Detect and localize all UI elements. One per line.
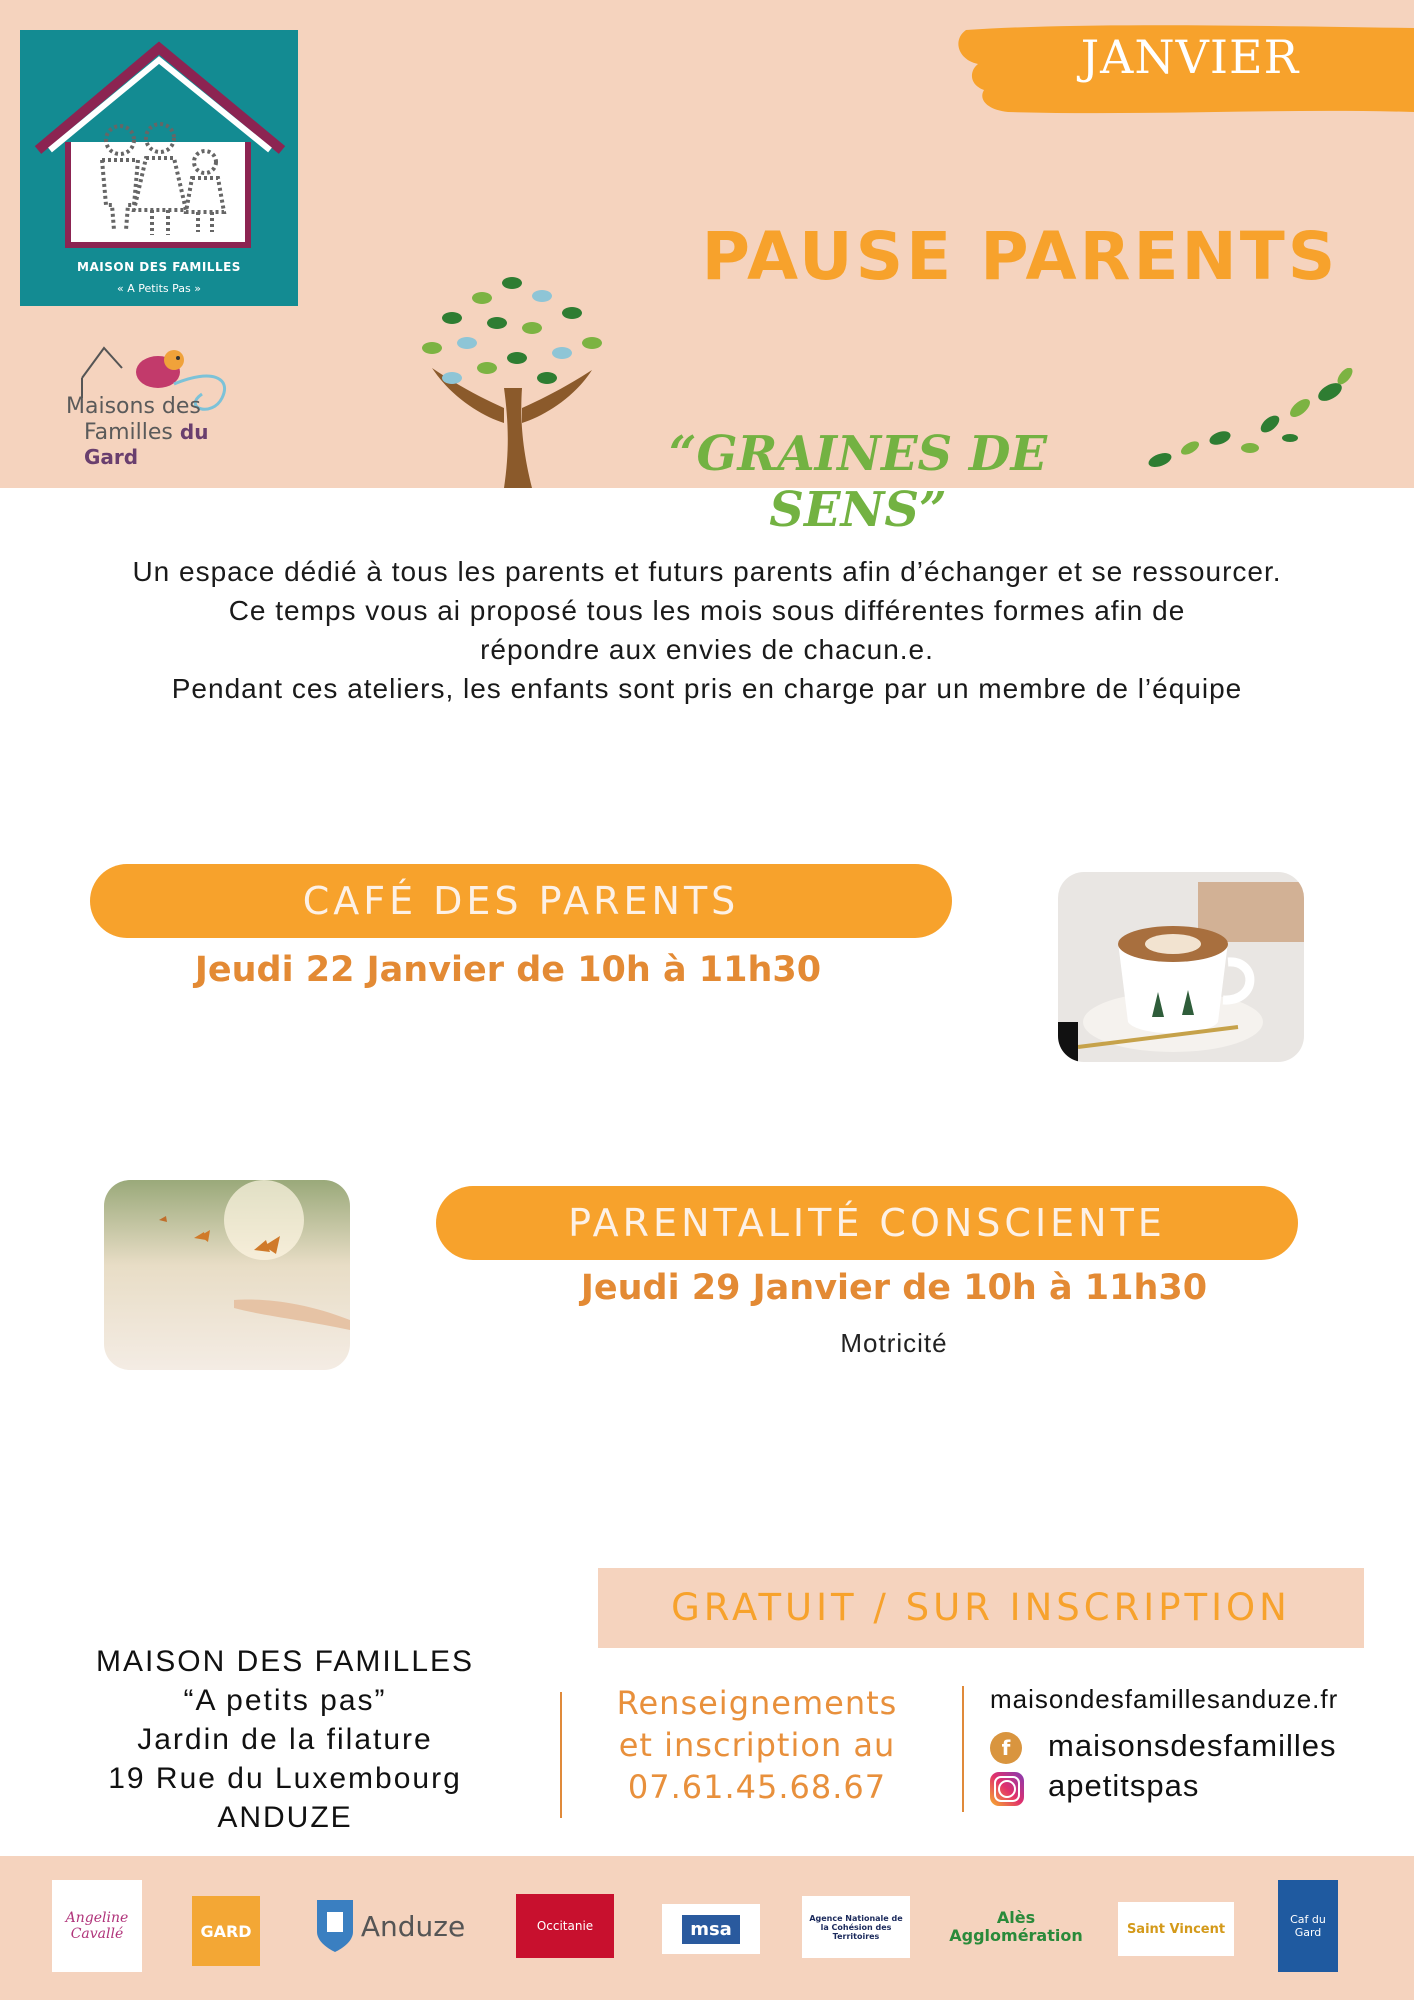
phone-number[interactable]: 07.61.45.68.67: [627, 1768, 887, 1806]
intro-text: [20, 552, 1394, 708]
house-family-icon: [20, 30, 298, 260]
info-line: et inscription au: [618, 1726, 896, 1764]
page-title: PAUSE PARENTS: [701, 218, 1339, 295]
address-line: 19 Rue du Luxembourg: [108, 1762, 462, 1795]
info-line: Renseignements: [616, 1684, 898, 1722]
registration-info: [590, 1682, 924, 1808]
event-date-parentalite: Jeudi 29 Janvier de 10h à 11h30: [580, 1268, 1208, 1308]
partner-logo-saint-vincent: Saint Vincent: [1118, 1902, 1234, 1956]
partner-logo-caf: Caf du Gard: [1278, 1880, 1338, 1972]
website-link[interactable]: maisondesfamillesanduze.fr: [990, 1684, 1339, 1714]
butterfly-icon: [104, 1180, 350, 1370]
coffee-photo: [1058, 872, 1304, 1062]
divider: [962, 1686, 964, 1812]
free-registration-banner: GRATUIT / SUR INSCRIPTION: [598, 1568, 1364, 1648]
divider: [560, 1692, 562, 1818]
intro-line: Pendant ces ateliers, les enfants sont pris en charge par un membre de l’équipe: [171, 673, 1243, 704]
event-date-cafe: Jeudi 22 Janvier de 10h à 11h30: [194, 950, 822, 990]
address-block: [40, 1642, 530, 1837]
address-line: Jardin de la filature: [137, 1723, 433, 1756]
leaves-icon: [1140, 368, 1360, 482]
logo-gard-line1: Maisons des: [66, 394, 201, 419]
partner-logo-anduze: Anduze: [310, 1880, 470, 1972]
maison-des-familles-logo: [20, 30, 298, 306]
logo-gard-line2: Familles du Gard: [84, 420, 209, 469]
partner-logo-msa: msa: [662, 1904, 760, 1954]
month-label: JANVIER: [1080, 30, 1300, 84]
instagram-link[interactable]: [990, 1768, 1390, 1810]
maisons-des-familles-du-gard-logo: [62, 338, 262, 469]
intro-line: Ce temps vous ai proposé tous les mois sous différentes formes afin de: [228, 595, 1186, 626]
address-line: “A petits pas”: [183, 1684, 387, 1717]
partner-logo-gard: GARD: [192, 1896, 260, 1966]
event-title-cafe: CAFÉ DES PARENTS: [90, 864, 952, 938]
shield-icon: [315, 1898, 355, 1954]
page-subtitle: “GRAINES DE SENS”: [668, 426, 1048, 538]
facebook-link[interactable]: [990, 1728, 1390, 1768]
partner-logo-ales: Alès Agglomération: [949, 1908, 1083, 1945]
address-line: MAISON DES FAMILLES: [95, 1645, 475, 1678]
intro-line: répondre aux envies de chacun.e.: [480, 634, 934, 665]
facebook-handle: maisonsdesfamilles: [1048, 1728, 1337, 1763]
facebook-icon: f: [990, 1732, 1022, 1764]
coffee-cup-icon: [1058, 872, 1304, 1062]
partner-logo-anct: Agence Nationale de la Cohésion des Territoires: [802, 1896, 910, 1958]
butterfly-hand-photo: [104, 1180, 350, 1370]
intro-line: Un espace dédié à tous les parents et futurs parents afin d’échanger et se ressourcer.: [132, 556, 1282, 587]
instagram-icon: [990, 1772, 1024, 1806]
instagram-handle: apetitspas: [1048, 1768, 1200, 1803]
event-note-parentalite: Motricité: [840, 1328, 948, 1358]
partner-logo-angeline: Angeline Cavallé: [52, 1880, 142, 1972]
partner-logo-occitanie: Occitanie: [516, 1894, 614, 1958]
event-title-parentalite: PARENTALITÉ CONSCIENTE: [436, 1186, 1298, 1260]
address-line: ANDUZE: [217, 1801, 353, 1834]
logo-subcaption: « A Petits Pas »: [116, 282, 201, 295]
logo-caption: MAISON DES FAMILLES: [77, 260, 241, 274]
